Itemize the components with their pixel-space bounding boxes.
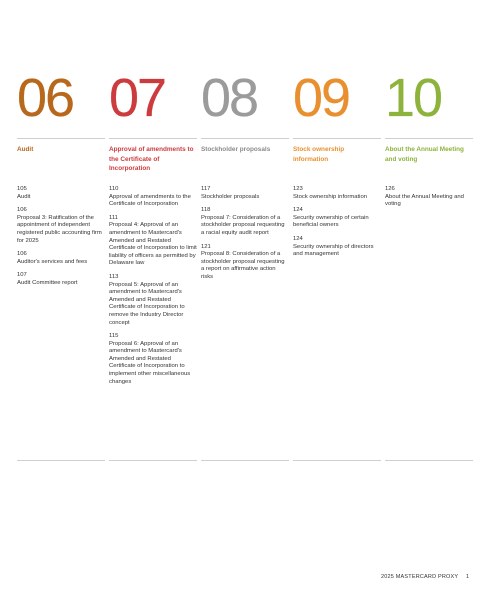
section-title[interactable]: Approval of amendments to the Certificate of Incorporation <box>109 146 194 173</box>
toc-entry[interactable] <box>17 186 105 201</box>
entry-page: 113 <box>109 273 119 280</box>
section-entries-07 <box>109 186 197 392</box>
bottom-divider <box>293 460 381 461</box>
divider <box>293 138 381 139</box>
section-entries-06 <box>17 186 105 294</box>
entry-text: Stockholder proposals <box>201 193 260 200</box>
entry-text: Proposal 6: Approval of an amendment to Mastercard's Amended and Restated Certificate of Incorporation to implement other miscellaneous changes <box>109 340 191 385</box>
entry-page: 106 <box>17 251 27 258</box>
section-title[interactable]: Stock ownership information <box>293 146 345 163</box>
toc-entry[interactable] <box>109 274 197 327</box>
toc-entry[interactable] <box>385 186 473 209</box>
section-column-06 <box>17 68 105 185</box>
footer-document-title: 2025 MASTERCARD PROXY <box>381 574 459 580</box>
toc-entry[interactable] <box>109 186 197 209</box>
entry-page: 121 <box>201 243 211 250</box>
section-number: 06 <box>17 68 74 128</box>
entry-page: 118 <box>201 207 211 214</box>
entry-text: Proposal 3: Ratification of the appointment of independent registered public accounting firm for 2025 <box>17 214 102 244</box>
entry-text: Proposal 5: Approval of an amendment to Mastercard's Amended and Restated Certificate of Incorporation to remove the Industry Director concept <box>109 281 185 326</box>
section-number: 10 <box>385 68 442 128</box>
bottom-divider <box>385 460 473 461</box>
entry-text: Proposal 7: Consideration of a stockholder proposal requesting a racial equity audit report <box>201 214 285 236</box>
section-entries-09 <box>293 186 381 265</box>
entry-page: 115 <box>109 333 119 340</box>
toc-entry[interactable] <box>293 207 381 230</box>
section-title[interactable]: About the Annual Meeting and voting <box>385 146 464 163</box>
entry-page: 124 <box>293 207 303 214</box>
bottom-divider <box>201 460 289 461</box>
section-column-07 <box>109 68 197 185</box>
entry-page: 111 <box>109 214 118 221</box>
section-column-09 <box>293 68 381 185</box>
entry-page: 110 <box>109 186 119 192</box>
footer-page-number: 1 <box>466 574 470 580</box>
entry-text: Approval of amendments to the Certificate of Incorporation <box>109 193 191 208</box>
entry-page: 105 <box>17 186 27 192</box>
entry-text: Security ownership of certain beneficial owners <box>293 214 369 229</box>
toc-entry[interactable] <box>293 236 381 259</box>
toc-entry[interactable] <box>17 272 105 287</box>
entry-text: Security ownership of directors and management <box>293 243 374 258</box>
toc-entry[interactable] <box>201 244 289 282</box>
section-number: 08 <box>201 68 258 128</box>
bottom-divider <box>109 460 197 461</box>
section-number: 09 <box>293 68 350 128</box>
section-column-08 <box>201 68 289 185</box>
section-title[interactable]: Stockholder proposals <box>201 146 271 153</box>
entry-text: Audit <box>17 193 31 200</box>
entry-page: 123 <box>293 186 303 192</box>
toc-entry[interactable] <box>201 186 289 201</box>
bottom-divider <box>17 460 105 461</box>
entry-page: 106 <box>17 207 27 214</box>
divider <box>201 138 289 139</box>
entry-page: 107 <box>17 272 27 279</box>
section-title[interactable]: Audit <box>17 146 34 153</box>
entry-page: 124 <box>293 235 303 242</box>
section-number: 07 <box>109 68 166 128</box>
entry-page: 117 <box>201 186 211 192</box>
toc-entry[interactable] <box>201 207 289 237</box>
entry-text: Stock ownership information <box>293 193 367 200</box>
entry-text: Audit Committee report <box>17 279 78 286</box>
entry-text: Auditor's services and fees <box>17 258 88 265</box>
entry-text: Proposal 8: Consideration of a stockholder proposal requesting a report on affirmative action risks <box>201 251 285 280</box>
section-entries-08 <box>201 186 289 288</box>
toc-entry[interactable] <box>109 215 197 268</box>
entry-text: Proposal 4: Approval of an amendment to Mastercard's Amended and Restated Certificate of Incorporation to limit liability of officers as permitted by Delaware law <box>109 222 197 267</box>
entry-text: About the Annual Meeting and voting <box>385 193 464 208</box>
section-column-10 <box>385 68 473 185</box>
divider <box>385 138 473 139</box>
section-entries-10 <box>385 186 473 215</box>
toc-entry[interactable] <box>17 251 105 266</box>
toc-entry[interactable] <box>17 207 105 245</box>
toc-entry[interactable] <box>109 333 197 386</box>
toc-entry[interactable] <box>293 186 381 201</box>
divider <box>17 138 105 139</box>
entry-page: 126 <box>385 186 395 192</box>
divider <box>109 138 197 139</box>
